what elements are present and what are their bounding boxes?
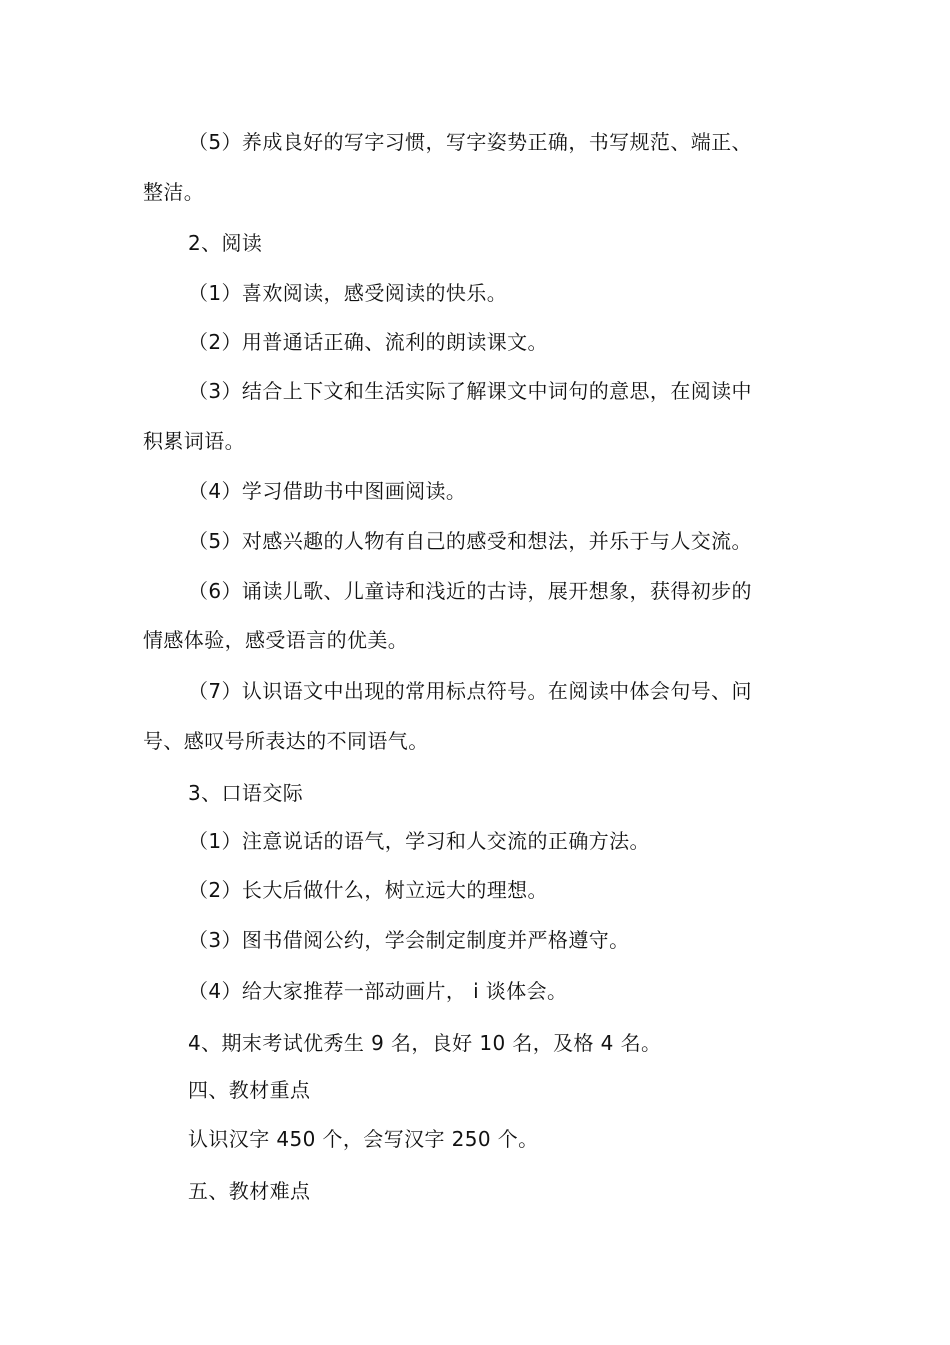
reading-item-6: （6）诵读儿歌、儿童诗和浅近的古诗，展开想象，获得初步的 — [188, 579, 752, 603]
section-heading-difficulties: 五、教材难点 — [188, 1179, 311, 1203]
key-points-text: 认识汉字 450 个，会写汉字 250 个。 — [188, 1127, 539, 1151]
section-heading-oral: 3、口语交际 — [188, 781, 304, 805]
oral-item-3: （3）图书借阅公约，学会制定制度并严格遵守。 — [188, 928, 630, 952]
reading-item-5: （5）对感兴趣的人物有自己的感受和想法，并乐于与人交流。 — [188, 529, 752, 553]
reading-item-7-cont: 号、感叹号所表达的不同语气。 — [143, 729, 429, 753]
reading-item-2: （2）用普通话正确、流利的朗读课文。 — [188, 330, 548, 354]
section-heading-key-points: 四、教材重点 — [188, 1078, 311, 1102]
reading-item-3-cont: 积累词语。 — [143, 429, 245, 453]
reading-item-3: （3）结合上下文和生活实际了解课文中词句的意思，在阅读中 — [188, 379, 752, 403]
exam-results: 4、期末考试优秀生 9 名，良好 10 名，及格 4 名。 — [188, 1031, 662, 1055]
reading-item-1: （1）喜欢阅读，感受阅读的快乐。 — [188, 281, 508, 305]
oral-item-4: （4）给大家推荐一部动画片， i 谈体会。 — [188, 979, 568, 1003]
paragraph-writing-item-5-cont: 整洁。 — [143, 180, 205, 204]
paragraph-writing-item-5: （5）养成良好的写字习惯，写字姿势正确，书写规范、端正、 — [188, 130, 752, 154]
oral-item-2: （2）长大后做什么，树立远大的理想。 — [188, 878, 548, 902]
reading-item-4: （4）学习借助书中图画阅读。 — [188, 479, 467, 503]
reading-item-6-cont: 情感体验，感受语言的优美。 — [143, 628, 409, 652]
oral-item-1: （1）注意说话的语气，学习和人交流的正确方法。 — [188, 829, 650, 853]
reading-item-7: （7）认识语文中出现的常用标点符号。在阅读中体会句号、问 — [188, 679, 752, 703]
section-heading-reading: 2、阅读 — [188, 231, 263, 255]
